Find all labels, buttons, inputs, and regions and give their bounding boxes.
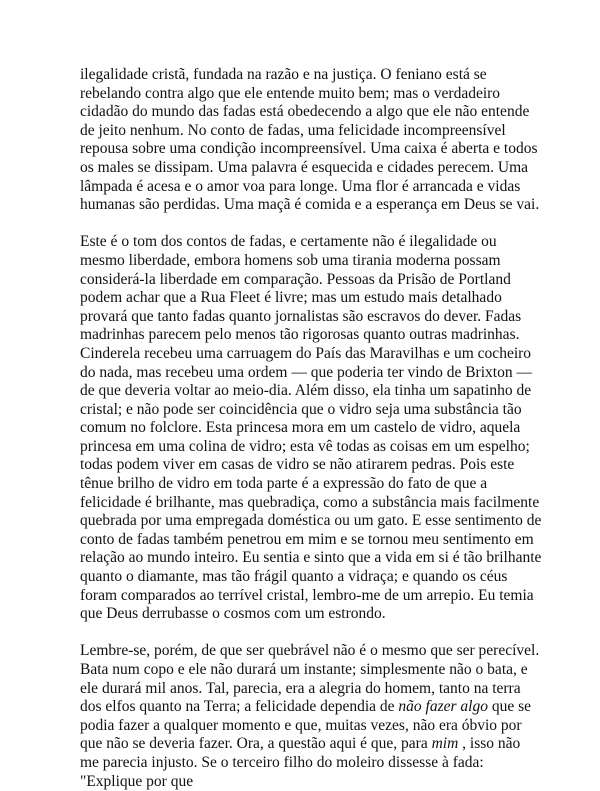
paragraph-3-part-2: que se podia fazer a qualquer momento e que, muitas vezes, não era óbvio por que não se deveria fazer. Ora, a questão aqui é que, para <box>80 698 532 753</box>
paragraph-1: ilegalidade cristã, fundada na razão e na justiça. O feniano está se rebelando contra algo que ele entende muito bem; mas o verdadeiro cidadão do mundo das fadas está obedecendo a algo que ele não entende de jeito nenhum. No conto de fadas, uma felicidade incompreensível repousa sobre uma condição incompreensível. Uma caixa é aberta e todos os males se dissipam. Uma palavra é esquecida e cidades perecem. Uma lâmpada é acesa e o amor voa para longe. Uma flor é arrancada e vidas humanas são perdidas. Uma maçã é comida e a esperança em Deus se vai. <box>80 66 540 214</box>
paragraph-3-part-3: , isso não me parecia injusto. Se o terceiro filho do moleiro dissesse à fada: "Explique por que <box>80 735 521 790</box>
emphasis-nao-fazer-algo: não fazer algo <box>398 698 488 716</box>
document-page <box>80 66 542 791</box>
paragraph-2: Este é o tom dos contos de fadas, e certamente não é ilegalidade ou mesmo liberdade, embora homens sob uma tirania moderna possam considerá-la liberdade em comparação. Pessoas da Prisão de Portland podem achar que a Rua Fleet é livre; mas um estudo mais detalhado provará que tanto fadas quanto jornalistas são escravos do dever. Fadas madrinhas parecem pelo menos tão rigorosas quanto outras madrinhas. Cinderela recebeu uma carruagem do País das Maravilhas e um cocheiro do nada, mas recebeu uma ordem — que poderia ter vindo de Brixton — de que deveria voltar ao meio-dia. Além disso, ela tinha um sapatinho de cristal; e não pode ser coincidência que o vidro seja uma substância tão comum no folclore. Esta princesa mora em um castelo de vidro, aquela princesa em uma colina de vidro; esta vê todas as coisas em um espelho; todas podem viver em casas de vidro se não atirarem pedras. Pois este tênue brilho de vidro em toda parte é a expressão do fato de que a felicidade é brilhante, mas quebradiça, como a substância mais facilmente quebrada por uma empregada doméstica ou um gato. E esse sentimento de conto de fadas também penetrou em mim e se tornou meu sentimento em relação ao mundo inteiro. Eu sentia e sinto que a vida em si é tão brilhante quanto o diamante, mas tão frágil quanto a vidraça; e quando os céus foram comparados ao terrível cristal, lembro-me de um arrepio. Eu temia que Deus derrubasse o cosmos com um estrondo. <box>80 233 542 623</box>
paragraph-3 <box>80 642 542 791</box>
emphasis-mim: mim <box>431 735 459 753</box>
paragraph-3-part-1: Lembre-se, porém, de que ser quebrável não é o mesmo que ser perecível. Bata num copo e ele não durará um instante; simplesmente não o bata, e ele durará mil anos. Tal, parecia, era a alegria do homem, tanto na terra dos elfos quanto na Terra; a felicidade dependia de <box>80 642 540 716</box>
